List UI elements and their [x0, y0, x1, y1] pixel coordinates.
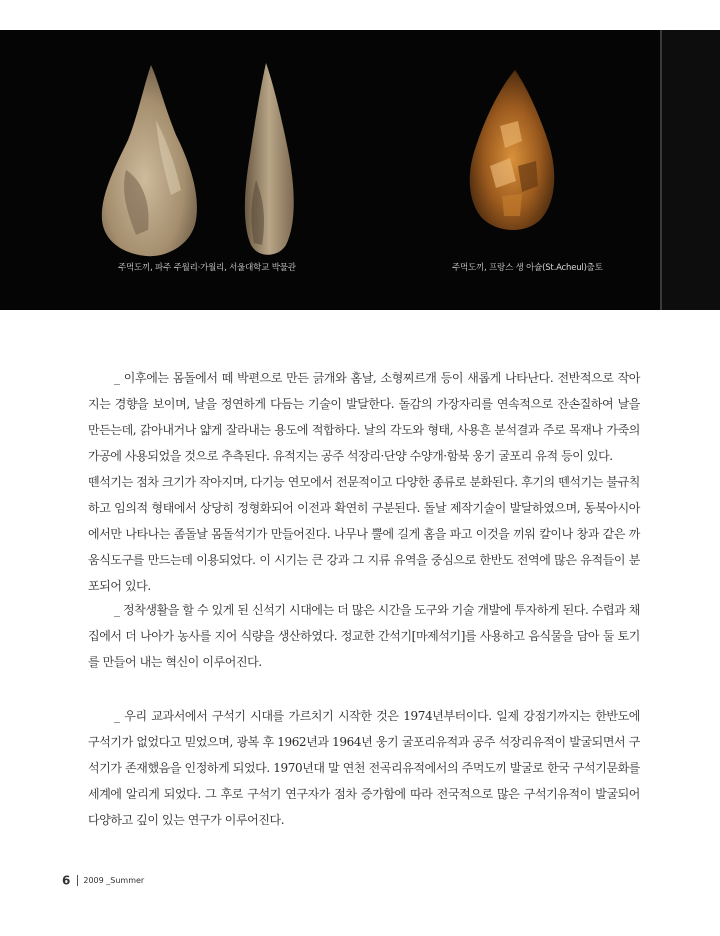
caption-left: 주먹도끼, 파주 주월리·가월리, 서울대학교 박물관: [118, 263, 296, 273]
paragraph-2: [88, 597, 640, 675]
page-footer: [62, 870, 144, 889]
hand-axe-photo-front: [96, 60, 206, 260]
paragraph-3-text: _ 우리 교과서에서 구석기 시대를 가르치기 시작한 것은 1974년부터이다. 일제 강점기까지는 한반도에 구석기가 없었다고 믿었으며, 광복 후 1962년과 1964년 웅기 굴포리유적과 공주 석장리유적이 발굴되면서 구석기가 존재했음을 인정하게 되었다. 1970년대 말 연천 전곡리유적에서의 주먹도끼 발굴로 한국 구석기문화를 세계에 알리게 되었다. 그 후로 구석기 연구자가 점차 증가함에 따라 전국적으로 많은 구석기유적이 발굴되어 다양하고 깊이 있는 연구가 이루어진다.: [88, 709, 640, 827]
paragraph-1: [88, 365, 640, 599]
paragraph-3: [88, 703, 640, 833]
banner-edge: [660, 30, 720, 310]
hand-axe-photo-acheul: [460, 66, 560, 236]
caption-right: 주먹도끼, 프랑스 생 아슐(St.Acheul)출토: [452, 263, 603, 273]
footer-divider: [77, 875, 78, 886]
paragraph-2-text: _ 정착생활을 할 수 있게 된 신석기 시대에는 더 많은 시간을 도구와 기술 개발에 투자하게 된다. 수렵과 채집에서 더 나아가 농사를 지어 식량을 생산하였다. 정교한 간석기[마제석기]를 사용하고 음식물을 담아 둘 토기를 만들어 내는 혁신이 이루어진다.: [88, 603, 640, 669]
hand-axe-photo-side: [236, 60, 306, 260]
photo-banner: [0, 30, 660, 310]
page-number: 6: [62, 873, 71, 888]
paragraph-1-text: _ 이후에는 몸돌에서 떼 박편으로 만든 긁개와 홈날, 소형찌르개 등이 새롭게 나타난다. 전반적으로 작아지는 경향을 보이며, 날을 정연하게 다듬는 기술이 발달한다. 돌감의 가장자리를 연속적으로 잔손질하여 날을 만든는데, 갉아내거나 얇게 잘라내는 용도에 적합하다. 날의 각도와 형태, 사용흔 분석결과 주로 목재나 가죽의 가공에 사용되었을 것으로 추측된다. 유적지는 공주 석장리·단양 수양개·함북 웅기 굴포리 유적 등이 있다.: [88, 371, 640, 463]
paragraph-1b-text: 뗀석기는 점차 크기가 작아지며, 다기능 연모에서 전문적이고 다양한 종류로 분화된다. 후기의 뗀석기는 불규칙하고 임의적 형태에서 상당히 정형화되어 이전과 확연히 구분된다. 돌날 제작기술이 발달하였으며, 동북아시아에서만 나타나는 좀돌날 몸돌석기가 만들어진다. 나무나 뿔에 길게 홈을 파고 이것을 끼워 칼이나 창과 같은 까움식도구를 만드는데 이용되었다. 이 시기는 큰 강과 그 지류 유역을 중심으로 한반도 전역에 많은 유적들이 분포되어 있다.: [88, 475, 640, 593]
issue-label: 2009 _Summer: [83, 876, 145, 885]
